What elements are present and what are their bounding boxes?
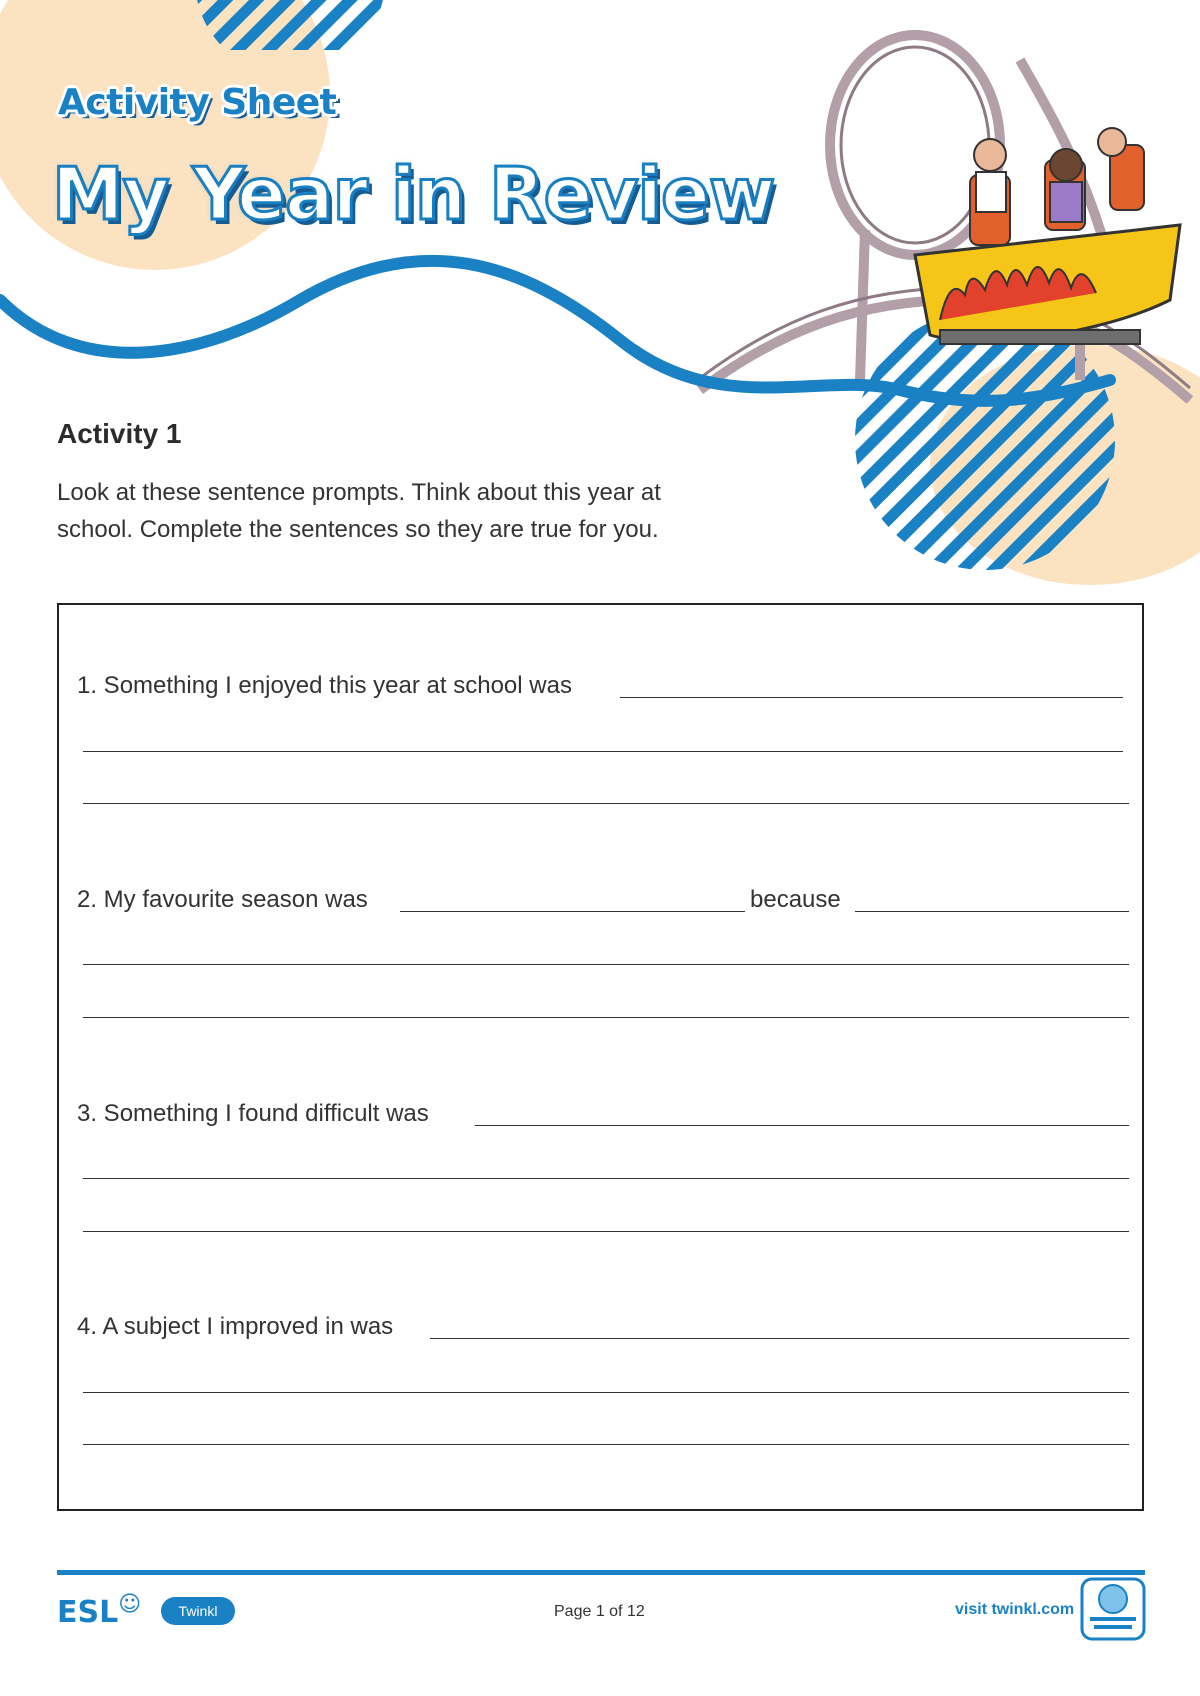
question-3-prompt: 3. Something I found difficult was [77, 1100, 429, 1127]
question-3-answer-line[interactable] [475, 1125, 1129, 1126]
question-2-connector: because [750, 886, 841, 913]
visit-link[interactable]: visit twinkl.com [955, 1601, 1075, 1618]
question-4-answer-line[interactable] [83, 1392, 1129, 1393]
stripes-top [190, 0, 410, 50]
instructions-line-1: Look at these sentence prompts. Think about this year at [57, 479, 661, 506]
question-2-answer-line[interactable] [83, 1017, 1129, 1018]
question-2-answer-line[interactable] [83, 964, 1129, 965]
question-2-answer-line[interactable] [855, 911, 1129, 912]
activity-heading: Activity 1 [57, 418, 182, 449]
footer-rule [57, 1570, 1145, 1575]
esl-logo [57, 1592, 141, 1630]
activity-sheet-label: Activity Sheet [58, 82, 337, 123]
question-1-answer-line[interactable] [83, 803, 1129, 804]
page-number: Page 1 of 12 [554, 1603, 645, 1620]
answer-box [57, 603, 1144, 1511]
coaster-car [915, 128, 1180, 344]
instructions-line-2: school. Complete the sentences so they are true for you. [57, 516, 659, 543]
question-1-prompt: 1. Something I enjoyed this year at school was [77, 672, 572, 699]
question-4-answer-line[interactable] [430, 1338, 1129, 1339]
question-1-answer-line[interactable] [620, 697, 1123, 698]
quality-standard-badge-icon [1080, 1577, 1146, 1641]
question-2-prompt: 2. My favourite season was [77, 886, 368, 913]
instructions [57, 474, 757, 548]
esl-logo-text: ESL [57, 1595, 119, 1630]
question-1-answer-line[interactable] [83, 751, 1123, 752]
smiley-icon: ☺ [118, 1592, 142, 1617]
question-4-prompt: 4. A subject I improved in was [77, 1313, 394, 1340]
esl-badge: Twinkl [161, 1597, 235, 1625]
question-3-answer-line[interactable] [83, 1231, 1129, 1232]
question-3-answer-line[interactable] [83, 1178, 1129, 1179]
page-title: My Year in Review [52, 152, 775, 236]
question-4-answer-line[interactable] [83, 1444, 1129, 1445]
question-2-answer-line[interactable] [400, 911, 745, 912]
